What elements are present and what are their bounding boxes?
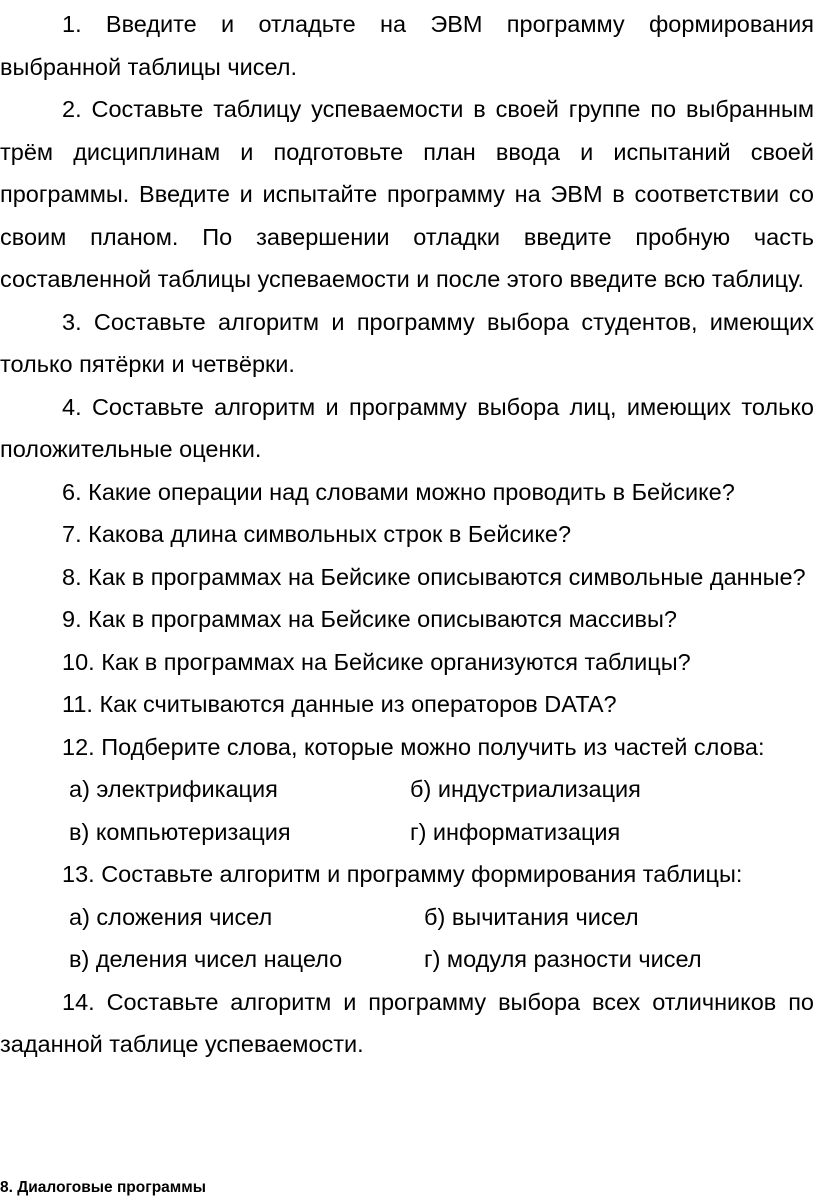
exercise-list [0,3,814,1066]
exercise-3: 3. Составьте алгоритм и программу выбора студентов, имеющих только пятёрки и четвёрки. [0,308,814,377]
section-heading: 8. Диалоговые программы [0,1179,206,1196]
exercise-12-option-g: г) информатизация [410,818,621,845]
exercise-10: 10. Как в программах на Бейсике организуются таблицы? [62,648,691,675]
exercise-11: 11. Как считываются данные из операторов DATA? [62,691,617,717]
exercise-4: 4. Составьте алгоритм и программу выбора лиц, имеющих только положительные оценки. [0,393,814,462]
exercise-1: 1. Введите и отладьте на ЭВМ программу формирования выбранной таблицы чисел. [0,11,814,80]
exercise-6: 6. Какие операции над словами можно проводить в Бейсике? [62,478,735,505]
exercise-12-option-v: в) компьютеризация [69,818,291,845]
exercise-13-option-g: г) модуля разности чисел [424,946,702,972]
exercise-12-option-a: а) электрификация [69,776,278,802]
exercise-12-options-row-2 [0,811,814,854]
exercise-14: 14. Составьте алгоритм и программу выбора всех отличников по заданной таблице успеваемости. [0,988,814,1057]
exercise-12-options-row-1 [0,768,814,811]
exercise-8: 8. Как в программах на Бейсике описываются символьные данные? [62,563,806,590]
exercise-13-options-row-1 [0,896,814,939]
exercise-12-option-b: б) индустриализация [410,776,641,802]
exercise-13-option-v: в) деления чисел нацело [69,946,343,972]
exercise-9: 9. Как в программах на Бейсике описываются массивы? [62,606,677,632]
exercise-7: 7. Какова длина символьных строк в Бейсике? [62,521,572,547]
exercise-13-options-row-2 [0,938,814,981]
exercise-13-option-a: а) сложения чисел [69,903,273,930]
exercise-13: 13. Составьте алгоритм и программу формирования таблицы: [62,861,743,887]
exercise-13-option-b: б) вычитания чисел [424,903,639,930]
exercise-2: 2. Составьте таблицу успеваемости в своей группе по выбранным трём дисциплинам и подготовьте план ввода и испытаний своей программы. Введите и испытайте программу на ЭВМ в соответствии со своим планом. По завершении отладки введите пробную часть составленной таблицы успеваемости и после этого введите всю таблицу. [0,96,814,292]
exercise-12: 12. Подберите слова, которые можно получить из частей слова: [62,733,765,760]
